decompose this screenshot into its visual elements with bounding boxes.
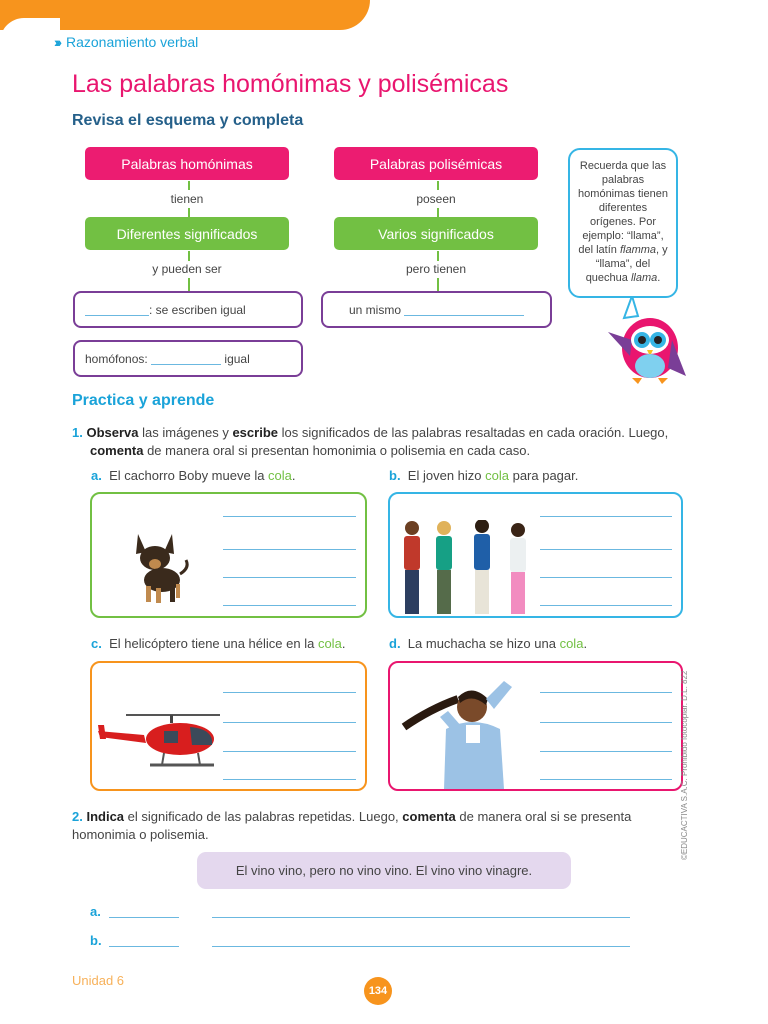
answer-line[interactable] xyxy=(109,946,179,947)
answer-line[interactable] xyxy=(540,722,672,723)
connector-line xyxy=(188,208,190,217)
diferentes-pill: Diferentes significados xyxy=(85,217,289,250)
answer-line[interactable] xyxy=(223,577,356,578)
connector-text: y pueden ser xyxy=(152,262,222,276)
answer-line[interactable] xyxy=(223,516,356,517)
dog-image xyxy=(130,530,190,606)
blank-line[interactable] xyxy=(404,304,524,316)
connector-line xyxy=(437,181,439,190)
connector-line xyxy=(437,251,439,261)
answer-line[interactable] xyxy=(540,516,672,517)
homonimas-pill: Palabras homónimas xyxy=(85,147,289,180)
connector-text: tienen xyxy=(170,192,204,206)
answer-line[interactable] xyxy=(212,917,630,918)
answer-line[interactable] xyxy=(540,692,672,693)
answer-line[interactable] xyxy=(223,692,356,693)
page-title: Las palabras homónimas y polisémicas xyxy=(72,70,509,98)
answer-line[interactable] xyxy=(540,605,672,606)
ponytail-girl-image xyxy=(400,669,530,789)
connector-text: pero tienen xyxy=(405,262,467,276)
connector-line xyxy=(188,181,190,190)
blank-line[interactable] xyxy=(85,304,149,316)
mismo-box: un mismo xyxy=(321,291,552,328)
item-a-box xyxy=(90,492,367,618)
item-b-box xyxy=(388,492,683,618)
owl-icon xyxy=(602,296,688,392)
answer-line[interactable] xyxy=(540,549,672,550)
connector-line xyxy=(437,208,439,217)
answer-line[interactable] xyxy=(223,722,356,723)
answer-a-label: a. xyxy=(90,904,101,919)
answer-line[interactable] xyxy=(540,577,672,578)
tab-cutout xyxy=(0,18,60,42)
item-d-sentence: d. La muchacha se hizo una cola. xyxy=(389,636,588,651)
blank-line[interactable] xyxy=(151,353,221,365)
unit-label: Unidad 6 xyxy=(72,973,125,988)
item-d-box xyxy=(388,661,683,791)
double-chevron-icon: ››› xyxy=(54,34,59,50)
question-2: 2. Indica el significado de las palabras repetidas. Luego, comenta de manera oral si se presenta homonimia o polisemia. xyxy=(72,809,632,842)
varios-pill: Varios significados xyxy=(334,217,538,250)
helicopter-image xyxy=(96,709,224,773)
question-1: 1. Observa las imágenes y escribe los significados de las palabras resaltadas en cada oración. Luego, comenta de manera oral si presentan homonimia o polisemia en cada caso. xyxy=(72,425,669,458)
item-c-box xyxy=(90,661,367,791)
phrase-box: El vino vino, pero no vino vino. El vino vino vinagre. xyxy=(197,852,571,889)
section-label: ››› Razonamiento verbal xyxy=(54,34,199,50)
connector-line xyxy=(437,278,439,291)
copyright-note: ©EDUCACTIVA S.A.C. Prohibido fotocopiar. D.L. 822 xyxy=(680,670,689,860)
connector-text: poseen xyxy=(416,192,456,206)
item-b-sentence: b. El joven hizo cola para pagar. xyxy=(389,468,579,483)
homofonos-box: homófonos: igual xyxy=(73,340,303,377)
practica-heading: Practica y aprende xyxy=(72,392,215,409)
page-subtitle: Revisa el esquema y completa xyxy=(72,112,304,129)
connector-line xyxy=(188,278,190,291)
item-a-sentence: a. El cachorro Boby mueve la cola. xyxy=(91,468,296,483)
answer-b-label: b. xyxy=(90,933,102,948)
answer-line[interactable] xyxy=(212,946,630,947)
tip-bubble: Recuerda que las palabras homónimas tienen diferentes orígenes. Por ejemplo: “llama”, del latín flamma, y “llama”, del quechua llama. xyxy=(568,148,678,298)
people-queue-image xyxy=(398,520,538,618)
connector-line xyxy=(188,251,190,261)
page-number: 134 xyxy=(364,977,392,1005)
answer-line[interactable] xyxy=(223,779,356,780)
answer-line[interactable] xyxy=(223,751,356,752)
answer-line[interactable] xyxy=(223,549,356,550)
homografos-box: : se escriben igual xyxy=(73,291,303,328)
item-c-sentence: c. El helicóptero tiene una hélice en la cola. xyxy=(91,636,346,651)
polisemicas-pill: Palabras polisémicas xyxy=(334,147,538,180)
answer-line[interactable] xyxy=(223,605,356,606)
answer-line[interactable] xyxy=(109,917,179,918)
answer-line[interactable] xyxy=(540,751,672,752)
answer-line[interactable] xyxy=(540,779,672,780)
